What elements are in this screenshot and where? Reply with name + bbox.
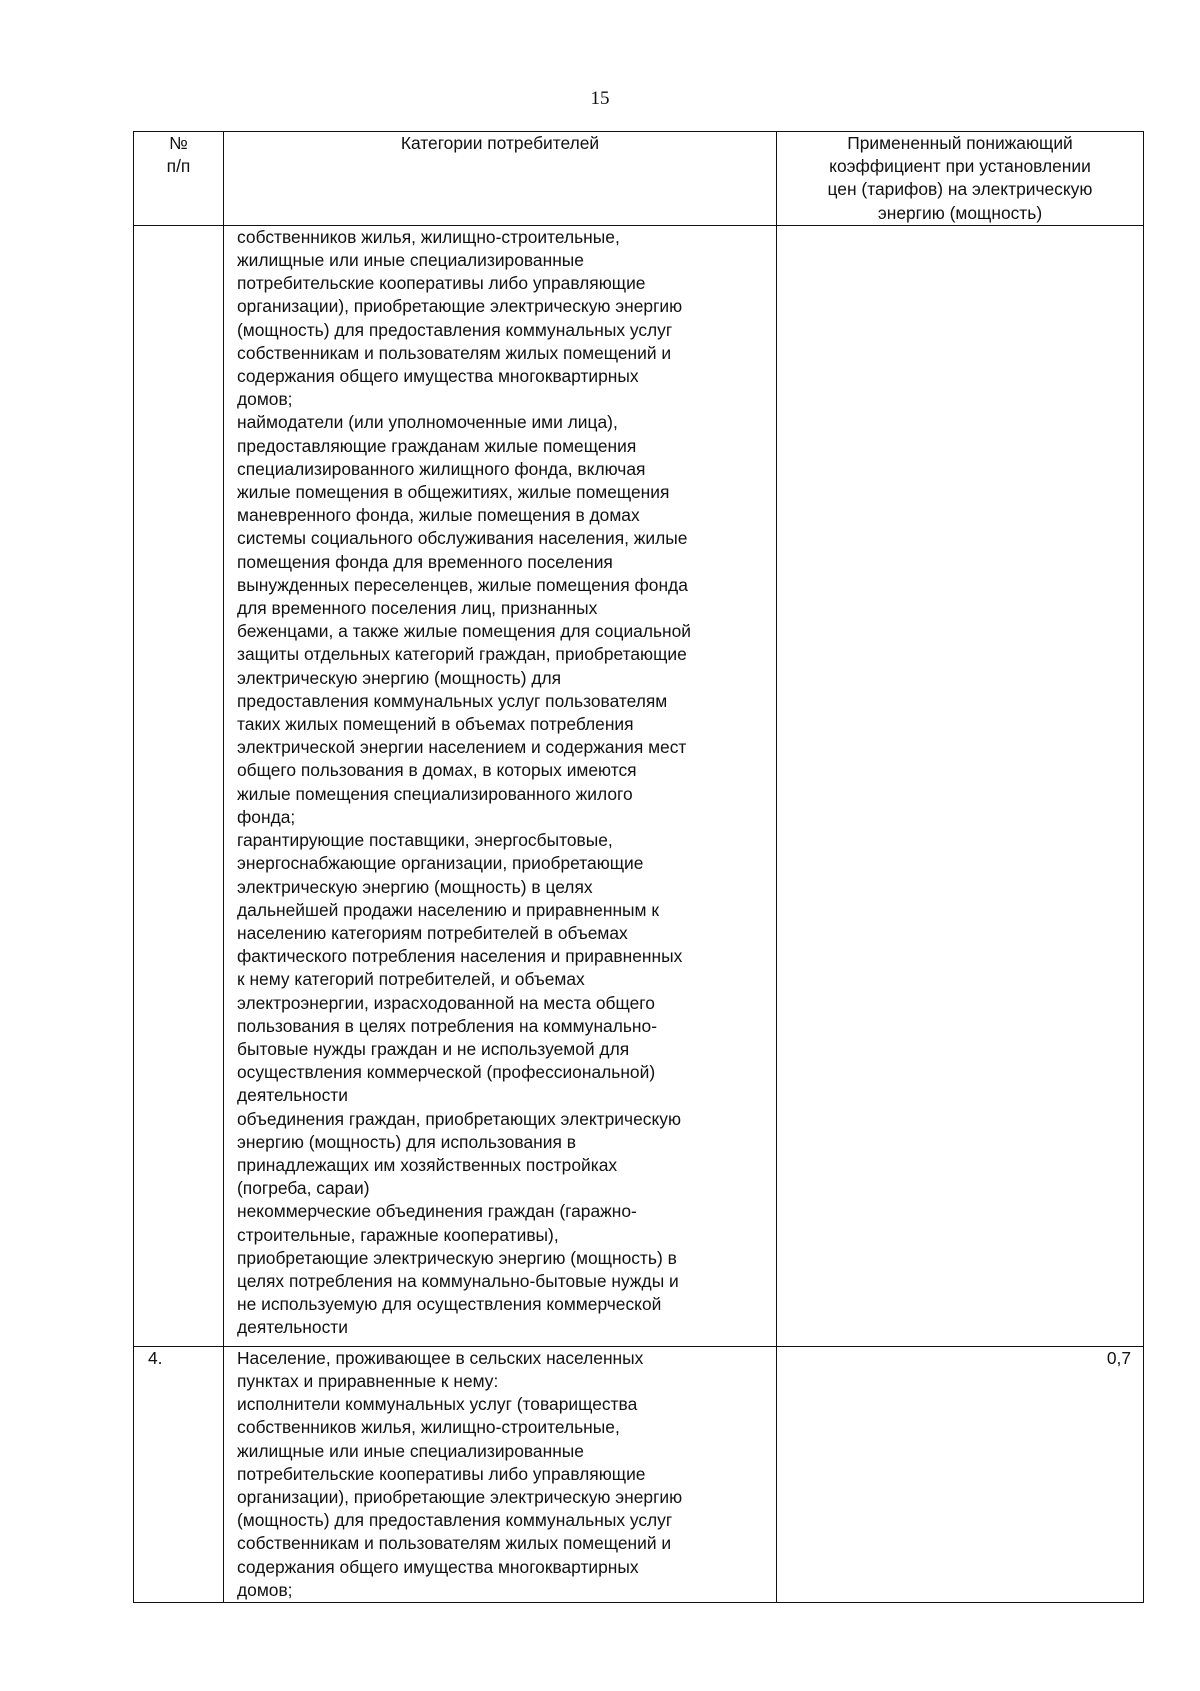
category-text-line: дальнейшей продажи населению и приравненным к xyxy=(237,899,659,920)
header-num-line: № xyxy=(169,133,188,153)
category-text-line: электрическую энергию (мощность) для xyxy=(237,667,562,688)
category-text-line: деятельности xyxy=(237,1085,348,1106)
header-category: Категории потребителей xyxy=(224,132,777,226)
category-text-line: объединения граждан, приобретающих электрическую xyxy=(237,1108,681,1129)
category-text-line: Население, проживающее в сельских населенных xyxy=(237,1347,644,1368)
category-text-line: (погреба, сараи) xyxy=(237,1178,370,1199)
category-text-line: домов; xyxy=(237,389,293,410)
category-text-line: организации), приобретающие электрическую энергию xyxy=(237,296,683,317)
consumer-categories-table xyxy=(133,131,1144,1603)
category-text-line: системы социального обслуживания населения, жилые xyxy=(237,528,688,549)
category-text-line: вынужденных переселенцев, жилые помещения фонда xyxy=(237,574,688,595)
row-coefficient xyxy=(777,225,1144,1346)
category-text-line: собственникам и пользователям жилых помещений и xyxy=(237,1533,672,1554)
category-text-line: жилищные или иные специализированные xyxy=(237,250,584,271)
category-text-line: осуществления коммерческой (профессиональной) xyxy=(237,1062,656,1083)
category-text-line: предоставляющие гражданам жилые помещения xyxy=(237,435,637,456)
category-text-line: к нему категорий потребителей, и объемах xyxy=(237,969,585,990)
category-text-line: электроэнергии, израсходованной на места общего xyxy=(237,992,655,1013)
header-coef-line: энергию (мощность) xyxy=(877,202,1043,223)
row-category xyxy=(224,225,777,1346)
category-text-line: содержания общего имущества многоквартирных xyxy=(237,1556,639,1577)
category-text-line: собственников жилья, жилищно-строительные, xyxy=(237,1417,620,1438)
category-text-line: собственникам и пользователям жилых помещений и xyxy=(237,342,672,363)
category-text-line: электрической энергии населением и содержания мест xyxy=(237,737,687,758)
category-text-line: жилые помещения в общежитиях, жилые помещения xyxy=(237,482,670,503)
category-text-line: энергоснабжающие организации, приобретающие xyxy=(237,853,644,874)
category-text-line: потребительские кооперативы либо управляющие xyxy=(237,273,646,294)
header-coef-line: Примененный понижающий xyxy=(847,133,1073,153)
category-text-line: организации), приобретающие электрическую энергию xyxy=(237,1487,683,1508)
category-text-line: деятельности xyxy=(237,1317,348,1338)
category-text-line: населению категориям потребителей в объемах xyxy=(237,922,628,943)
category-text-line: пунктах и приравненные к нему: xyxy=(237,1371,499,1392)
category-text-line: собственников жилья, жилищно-строительные, xyxy=(237,226,620,247)
category-text-line: специализированного жилищного фонда, включая xyxy=(237,458,646,479)
category-text-line: потребительские кооперативы либо управляющие xyxy=(237,1463,646,1484)
category-text-line: энергию (мощность) для использования в xyxy=(237,1131,576,1152)
category-text-line: жилые помещения специализированного жилого xyxy=(237,783,633,804)
category-text-line: наймодатели (или уполномоченные ими лица), xyxy=(237,412,618,433)
category-text-line: содержания общего имущества многоквартирных xyxy=(237,366,639,387)
category-text-block xyxy=(237,1347,768,1602)
category-text-line: беженцами, а также жилые помещения для социальной xyxy=(237,621,692,642)
category-text-line: (мощность) для предоставления коммунальных услуг xyxy=(237,1510,673,1531)
category-text-line: маневренного фонда, жилые помещения в домах xyxy=(237,505,640,526)
row-number xyxy=(134,225,224,1346)
category-text-line: приобретающие электрическую энергию (мощность) в xyxy=(237,1247,677,1268)
category-text-line: таких жилых помещений в объемах потребления xyxy=(237,714,634,735)
category-text-line: жилищные или иные специализированные xyxy=(237,1440,584,1461)
category-text-line: фактического потребления населения и приравненных xyxy=(237,946,683,967)
table-header-row xyxy=(134,132,1144,226)
category-text-line: принадлежащих им хозяйственных постройках xyxy=(237,1154,618,1175)
header-num xyxy=(134,132,224,226)
category-text-line: целях потребления на коммунально-бытовые нужды и xyxy=(237,1270,679,1291)
category-text-line: общего пользования в домах, в которых имеются xyxy=(237,760,637,781)
category-text-line: некоммерческие объединения граждан (гаражно- xyxy=(237,1201,637,1222)
row-coefficient: 0,7 xyxy=(777,1346,1144,1602)
category-text-line: не используемую для осуществления коммерческой xyxy=(237,1294,662,1315)
category-text-line: домов; xyxy=(237,1579,293,1600)
row-number: 4. xyxy=(134,1346,224,1602)
category-text-line: фонда; xyxy=(237,806,296,827)
category-text-line: бытовые нужды граждан и не используемой для xyxy=(237,1038,630,1059)
category-text-block xyxy=(237,226,768,1340)
header-coef-line: коэффициент при установлении xyxy=(829,156,1091,177)
category-text-line: предоставления коммунальных услуг пользователям xyxy=(237,690,668,711)
category-text-line: строительные, гаражные кооперативы), xyxy=(237,1224,559,1245)
header-num-line: п/п xyxy=(166,156,191,177)
category-text-line: электрическую энергию (мощность) в целях xyxy=(237,876,593,897)
category-text-line: помещения фонда для временного поселения xyxy=(237,551,613,572)
header-coefficient xyxy=(777,132,1144,226)
header-coef-line: цен (тарифов) на электрическую xyxy=(827,179,1093,200)
category-text-line: исполнители коммунальных услуг (товарищества xyxy=(237,1394,638,1415)
category-text-line: для временного поселения лиц, признанных xyxy=(237,598,598,619)
table-row xyxy=(134,1346,1144,1602)
category-text-line: защиты отдельных категорий граждан, приобретающие xyxy=(237,644,687,665)
page-number: 15 xyxy=(590,88,610,109)
category-text-line: гарантирующие поставщики, энергосбытовые, xyxy=(237,830,613,851)
category-text-line: пользования в целях потребления на коммунально- xyxy=(237,1015,657,1036)
row-category xyxy=(224,1346,777,1602)
table-row xyxy=(134,225,1144,1346)
category-text-line: (мощность) для предоставления коммунальных услуг xyxy=(237,319,673,340)
